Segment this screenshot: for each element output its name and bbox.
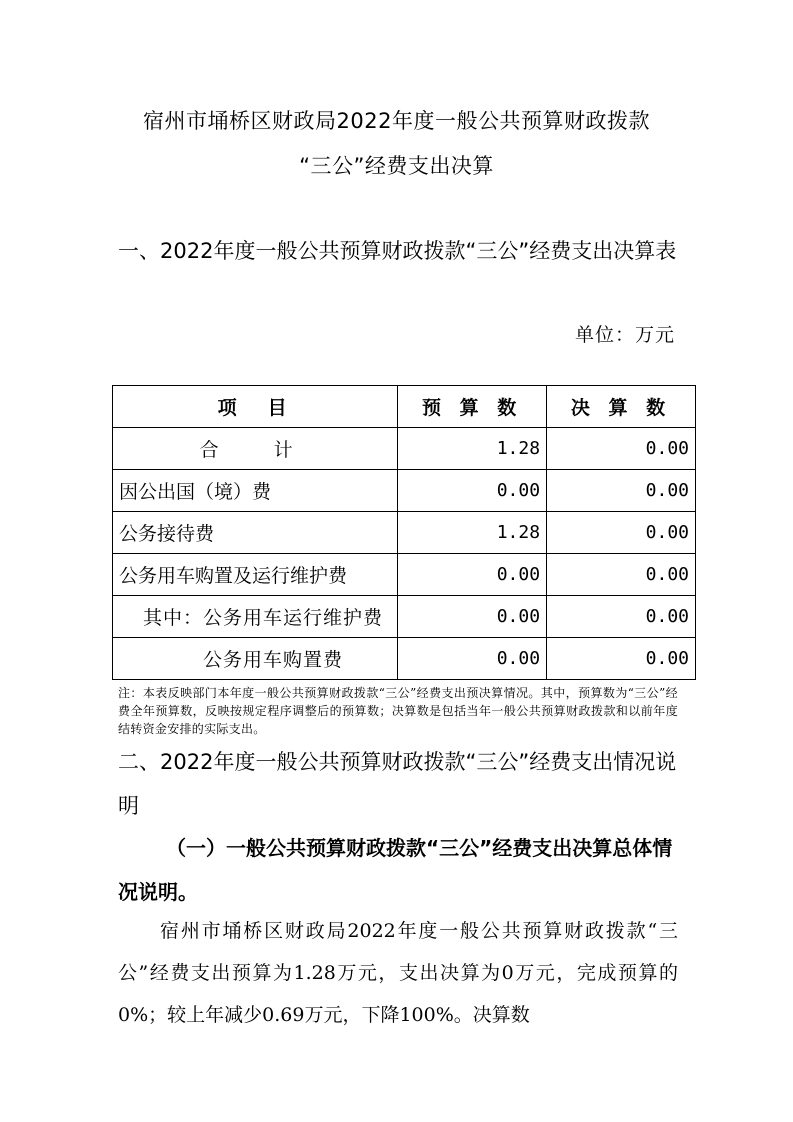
table-row: [113, 470, 696, 512]
row-budget: 0.00: [398, 554, 547, 596]
body-paragraph: 宿州市埇桥区财政局2022年度一般公共预算财政拨款“三公”经费支出预算为1.28万元，支出决算为0万元，完成预算的0%；较上年减少0.69万元，下降100%。决算数: [118, 920, 678, 1026]
row-label: 其中：公务用车运行维护费: [113, 596, 398, 638]
row-budget: 1.28: [398, 428, 547, 470]
row-label: 公务用车购置费: [113, 638, 398, 680]
row-label: 公务用车购置及运行维护费: [113, 554, 398, 596]
row-label: 因公出国（境）费: [113, 470, 398, 512]
table-row: [113, 638, 696, 680]
table-note: 注：本表反映部门本年度一般公共预算财政拨款“三公”经费支出预决算情况。其中，预算数为“三公”经费全年预算数，反映按规定程序调整后的预算数；决算数是包括当年一般公共预算财政拨款和以前年度结转资金安排的实际支出。: [118, 686, 678, 736]
row-actual: 0.00: [547, 512, 696, 554]
section1-heading: 一、2022年度一般公共预算财政拨款“三公”经费支出决算表: [118, 239, 677, 263]
row-budget: 0.00: [398, 470, 547, 512]
row-label: 公务接待费: [113, 512, 398, 554]
row-actual: 0.00: [547, 428, 696, 470]
three-public-expenses-table: [112, 385, 696, 680]
subsection1-heading: （一）一般公共预算财政拨款“三公”经费支出决算总体情况说明。: [118, 836, 673, 904]
table-row: [113, 596, 696, 638]
row-budget: 0.00: [398, 638, 547, 680]
document-title-line2: “三公”经费支出决算: [299, 154, 494, 178]
row-actual: 0.00: [547, 638, 696, 680]
row-label: 合 计: [113, 428, 398, 470]
unit-label: 单位：万元: [574, 324, 675, 346]
document-title-line1: 宿州市埇桥区财政局2022年度一般公共预算财政拨款: [143, 109, 650, 133]
header-budget: 预 算 数: [398, 386, 547, 428]
table-header-row: [113, 386, 696, 428]
header-item: 项 目: [113, 386, 398, 428]
row-actual: 0.00: [547, 554, 696, 596]
header-actual: 决 算 数: [547, 386, 696, 428]
table-row: [113, 554, 696, 596]
table-row: [113, 512, 696, 554]
row-budget: 0.00: [398, 596, 547, 638]
row-budget: 1.28: [398, 512, 547, 554]
section2-heading: 二、2022年度一般公共预算财政拨款“三公”经费支出情况说明: [118, 750, 677, 818]
row-actual: 0.00: [547, 470, 696, 512]
table-row-total: [113, 428, 696, 470]
row-actual: 0.00: [547, 596, 696, 638]
